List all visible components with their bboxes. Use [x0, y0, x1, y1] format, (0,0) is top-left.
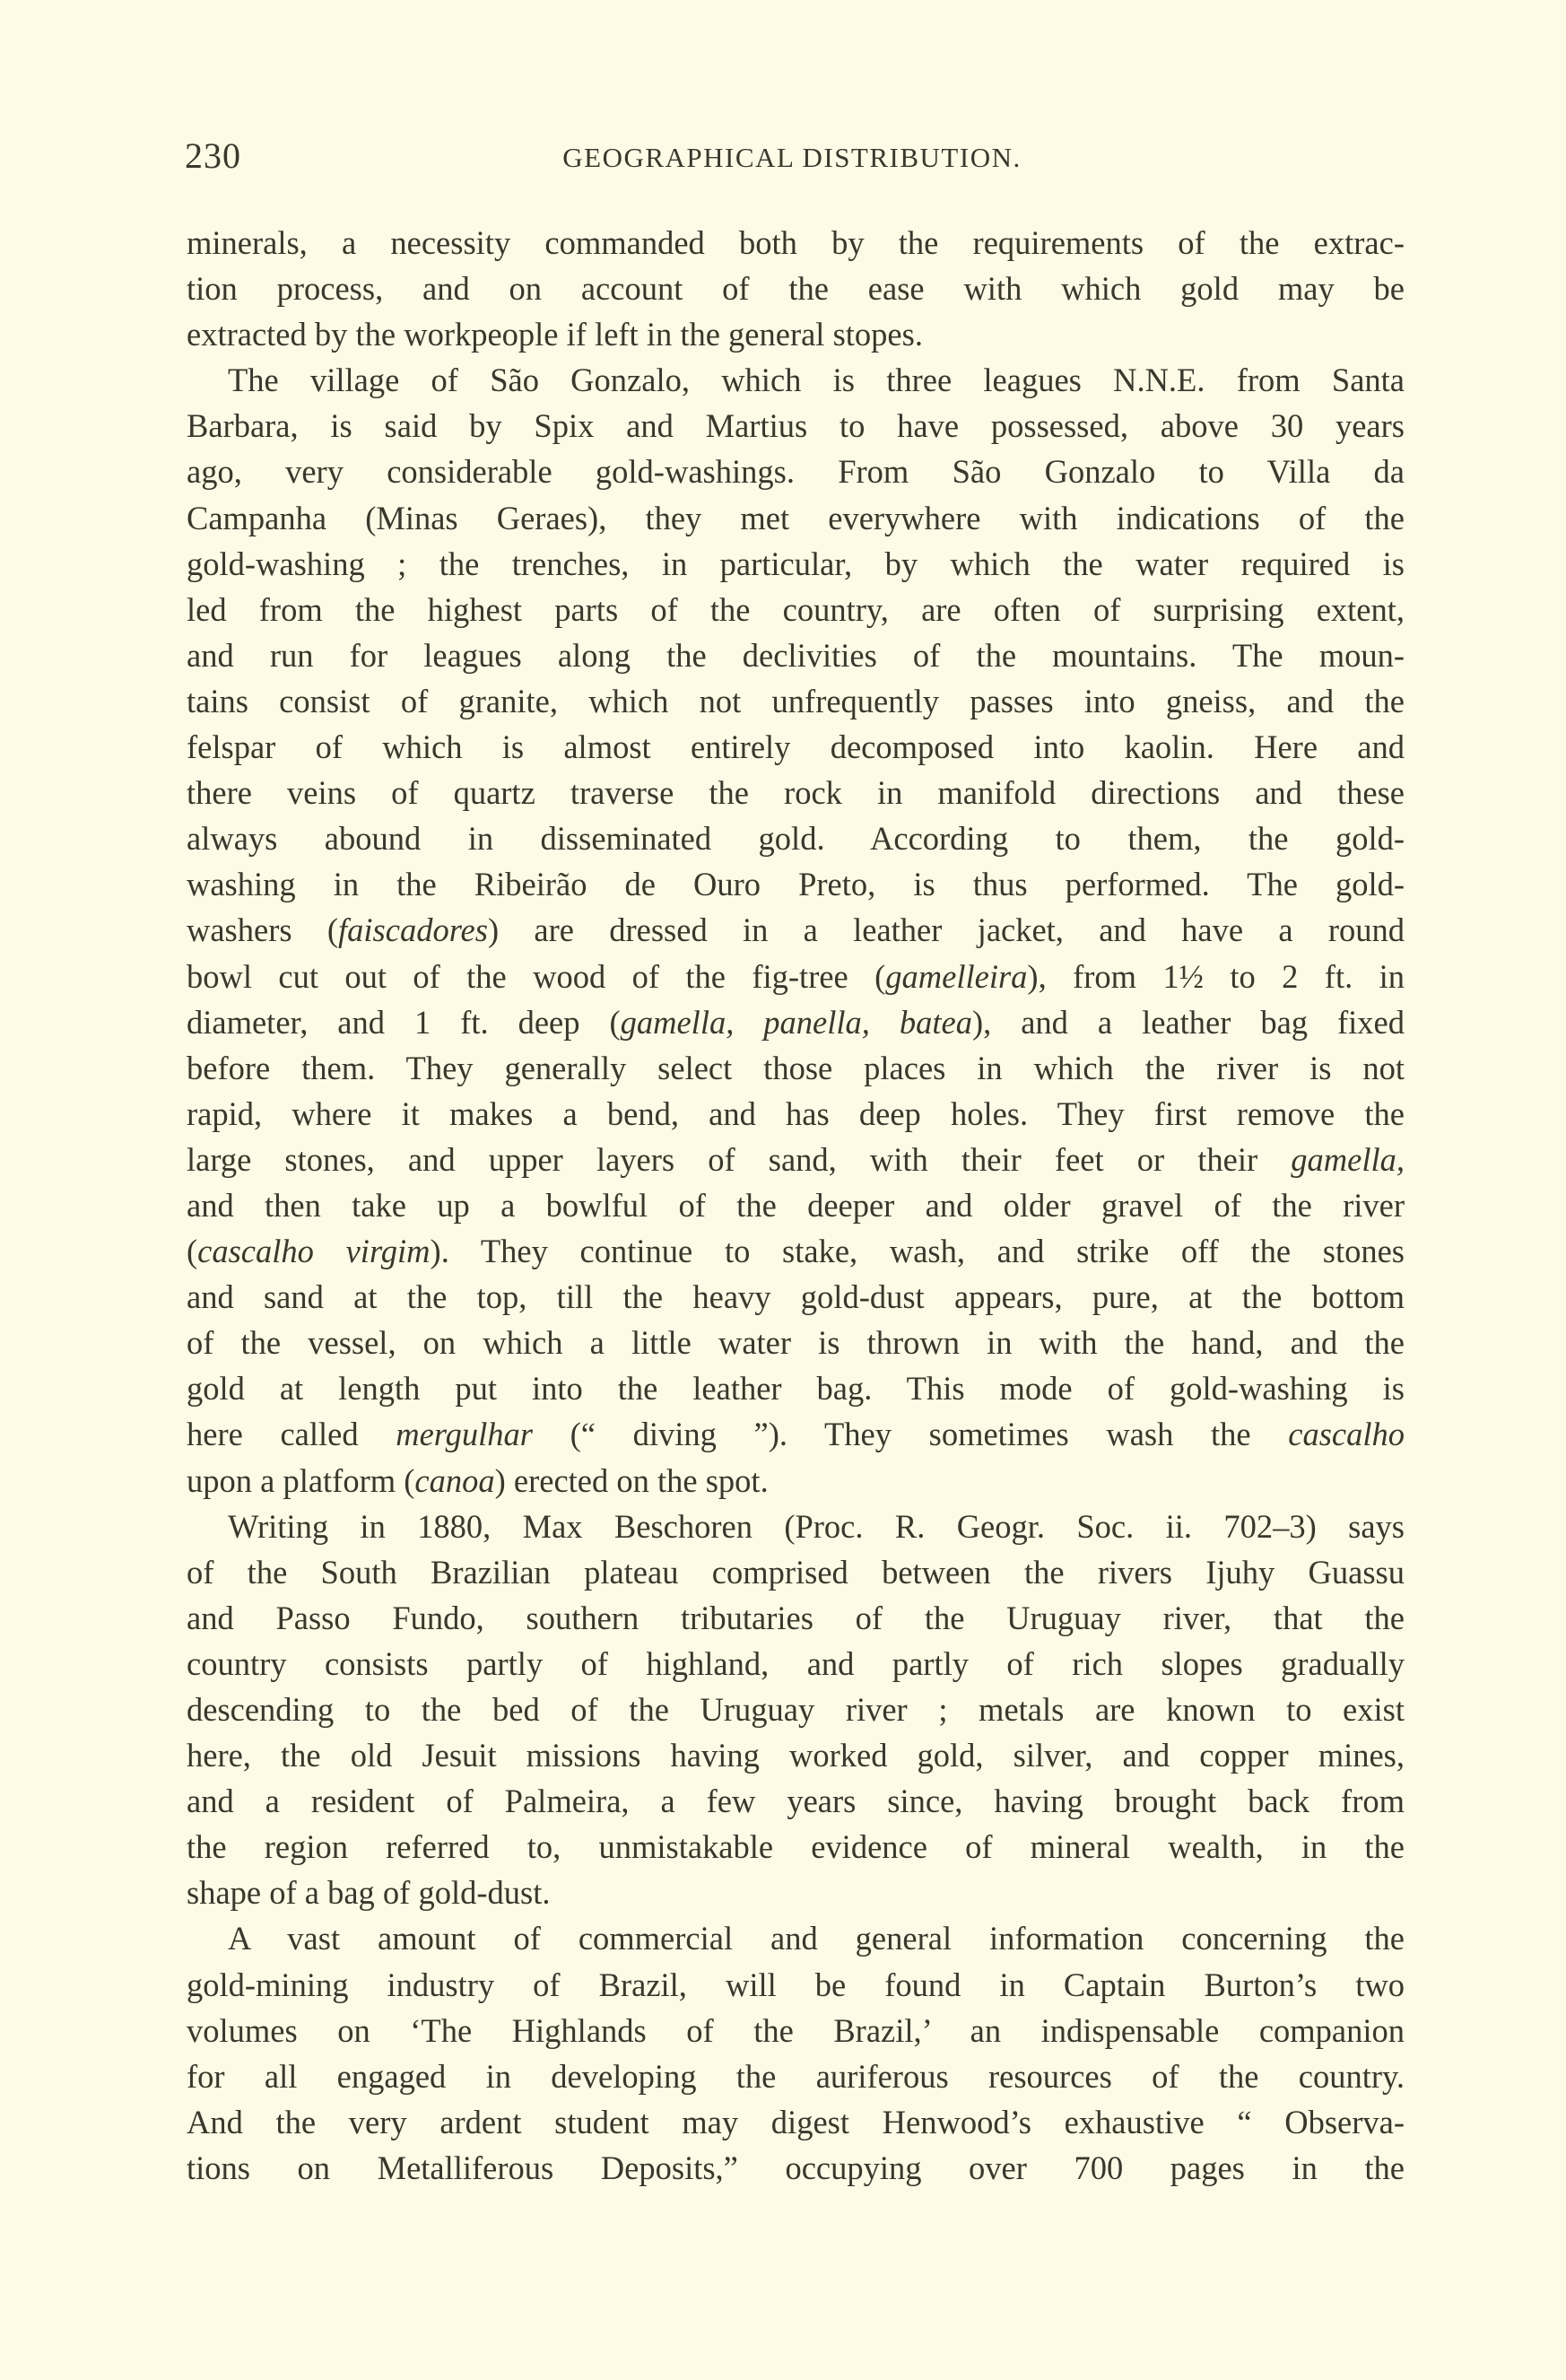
text-run: ago, very considerable gold-washings. From São Gonzalo to Villa da [187, 453, 1405, 491]
text-line [187, 678, 1405, 724]
italic-term: cascalho [1288, 1416, 1405, 1453]
text-line [187, 1549, 1405, 1595]
italic-term: mergulhar [396, 1416, 533, 1453]
italic-term: gamelleira [885, 957, 1028, 995]
text-line [187, 999, 1405, 1045]
text-run: Writing in 1880, Max Beschoren (Proc. R. Geogr. Soc. ii. 702–3) says [228, 1507, 1405, 1545]
text-line [187, 770, 1405, 815]
text-run: ) erected on the spot. [494, 1461, 769, 1499]
text-line [187, 954, 1405, 999]
text-run: minerals, a necessity commanded both by the requirements of the extrac- [187, 224, 1405, 261]
text-run: before them. They generally select those places in which the river is not [187, 1049, 1405, 1086]
text-line [187, 1458, 1405, 1504]
text-run: here called [187, 1416, 396, 1453]
text-run: and a resident of Palmeira, a few years since, having brought back from [187, 1783, 1405, 1820]
text-run: large stones, and upper layers of sand, with their feet or their [187, 1140, 1292, 1178]
text-run: bowl cut out of the wood of the fig-tree ( [187, 957, 886, 995]
text-run: the region referred to, unmistakable evidence of mineral wealth, in the [187, 1828, 1405, 1866]
italic-term: gamella, [1291, 1140, 1405, 1178]
text-run: ( [187, 1233, 198, 1270]
text-line [187, 266, 1405, 311]
text-run: The village of São Gonzalo, which is three leagues N.N.E. from Santa [228, 362, 1405, 399]
text-run: upon a platform ( [187, 1461, 415, 1499]
italic-term: gamella, panella, batea [620, 1003, 972, 1041]
text-line [187, 1228, 1405, 1274]
text-line [187, 1915, 1405, 1961]
text-line [187, 1732, 1405, 1778]
text-line [187, 2053, 1405, 2099]
text-run: A vast amount of commercial and general information concerning the [228, 1920, 1405, 1957]
text-line [187, 1320, 1405, 1365]
text-run: gold-washing ; the trenches, in particular, by which the water required is [187, 545, 1405, 582]
text-run: always abound in disseminated gold. According to them, the gold- [187, 820, 1405, 858]
text-run: and run for leagues along the declivities of the mountains. The moun- [187, 636, 1405, 674]
text-run: volumes on ‘The Highlands of the Brazil,’ an indispensable companion [187, 2011, 1405, 2049]
text-run: diameter, and 1 ft. deep ( [187, 1003, 621, 1041]
text-run: gold-mining industry of Brazil, will be found in Captain Burton’s two [187, 1966, 1405, 2003]
text-run: led from the highest parts of the country, are often of surprising extent, [187, 590, 1405, 628]
text-line [187, 1182, 1405, 1228]
text-line [187, 1091, 1405, 1137]
text-line [187, 724, 1405, 770]
text-run: gold at length put into the leather bag. This mode of gold-washing is [187, 1370, 1405, 1408]
text-run: rapid, where it makes a bend, and has deep holes. They first remove the [187, 1094, 1405, 1132]
text-line [187, 403, 1405, 449]
text-line [187, 1137, 1405, 1182]
text-line [187, 1687, 1405, 1732]
text-run: ), from 1½ to 2 ft. in [1027, 957, 1405, 995]
text-run: of the South Brazilian plateau comprised between the rivers Ijuhy Guassu [187, 1553, 1405, 1591]
text-run: and sand at the top, till the heavy gold-dust appears, pure, at the bottom [187, 1278, 1405, 1316]
text-run: tains consist of granite, which not unfrequently passes into gneiss, and the [187, 682, 1405, 719]
text-line [187, 1595, 1405, 1641]
text-line [187, 587, 1405, 632]
text-line [187, 1274, 1405, 1320]
text-line [187, 1365, 1405, 1411]
text-run: And the very ardent student may digest Henwood’s exhaustive “ Observa- [187, 2103, 1405, 2140]
text-run: for all engaged in developing the auriferous resources of the country. [187, 2057, 1405, 2095]
text-run: country consists partly of highland, and partly of rich slopes gradually [187, 1644, 1405, 1682]
text-line [187, 1962, 1405, 2008]
text-run: of the vessel, on which a little water is thrown in with the hand, and the [187, 1324, 1405, 1362]
text-run: here, the old Jesuit missions having worked gold, silver, and copper mines, [187, 1737, 1405, 1774]
text-run: ), and a leather bag fixed [971, 1003, 1405, 1041]
text-line [187, 495, 1405, 541]
text-line [187, 632, 1405, 678]
italic-term: canoa [414, 1461, 495, 1499]
text-line [187, 907, 1405, 953]
text-line [187, 1411, 1405, 1457]
text-run: washers ( [187, 911, 339, 949]
body-text [187, 220, 1405, 2191]
text-run: there veins of quartz traverse the rock in manifold directions and these [187, 774, 1405, 812]
text-run: and Passo Fundo, southern tributaries of the Uruguay river, that the [187, 1599, 1405, 1636]
text-line [187, 311, 1405, 357]
text-run: ) are dressed in a leather jacket, and have a round [487, 911, 1405, 949]
text-run: and then take up a bowlful of the deeper and older gravel of the river [187, 1186, 1405, 1224]
text-run: shape of a bag of gold-dust. [187, 1874, 551, 1912]
text-run: Campanha (Minas Geraes), they met everywhere with indications of the [187, 499, 1405, 536]
text-line [187, 2145, 1405, 2191]
page-number: 230 [185, 135, 241, 176]
text-line [187, 449, 1405, 494]
text-run: (“ diving ”). They sometimes wash the [532, 1416, 1289, 1453]
text-run: descending to the bed of the Uruguay river ; metals are known to exist [187, 1691, 1405, 1728]
text-line [187, 1824, 1405, 1870]
text-line [187, 1641, 1405, 1687]
text-run: felspar of which is almost entirely decomposed into kaolin. Here and [187, 728, 1405, 766]
text-line [187, 1870, 1405, 1915]
text-line [187, 357, 1405, 403]
italic-term: faiscadores [338, 911, 488, 949]
italic-term: cascalho virgim [197, 1233, 431, 1270]
text-run: tions on Metalliferous Deposits,” occupying over 700 pages in the [187, 2149, 1405, 2186]
text-run: Barbara, is said by Spix and Martius to have possessed, above 30 years [187, 407, 1405, 445]
text-line [187, 2008, 1405, 2053]
text-line [187, 541, 1405, 587]
text-run: tion process, and on account of the ease with which gold may be [187, 270, 1405, 308]
text-line [187, 815, 1405, 861]
running-head: GEOGRAPHICAL DISTRIBUTION. [562, 142, 1022, 173]
text-line [187, 861, 1405, 907]
text-run: ). They continue to stake, wash, and strike off the stones [430, 1233, 1405, 1270]
text-line [187, 220, 1405, 266]
text-run: extracted by the workpeople if left in the general stopes. [187, 316, 923, 353]
text-run: washing in the Ribeirão de Ouro Preto, is thus performed. The gold- [187, 866, 1405, 903]
text-line [187, 2099, 1405, 2145]
text-line [187, 1504, 1405, 1549]
text-line [187, 1045, 1405, 1091]
text-line [187, 1778, 1405, 1824]
